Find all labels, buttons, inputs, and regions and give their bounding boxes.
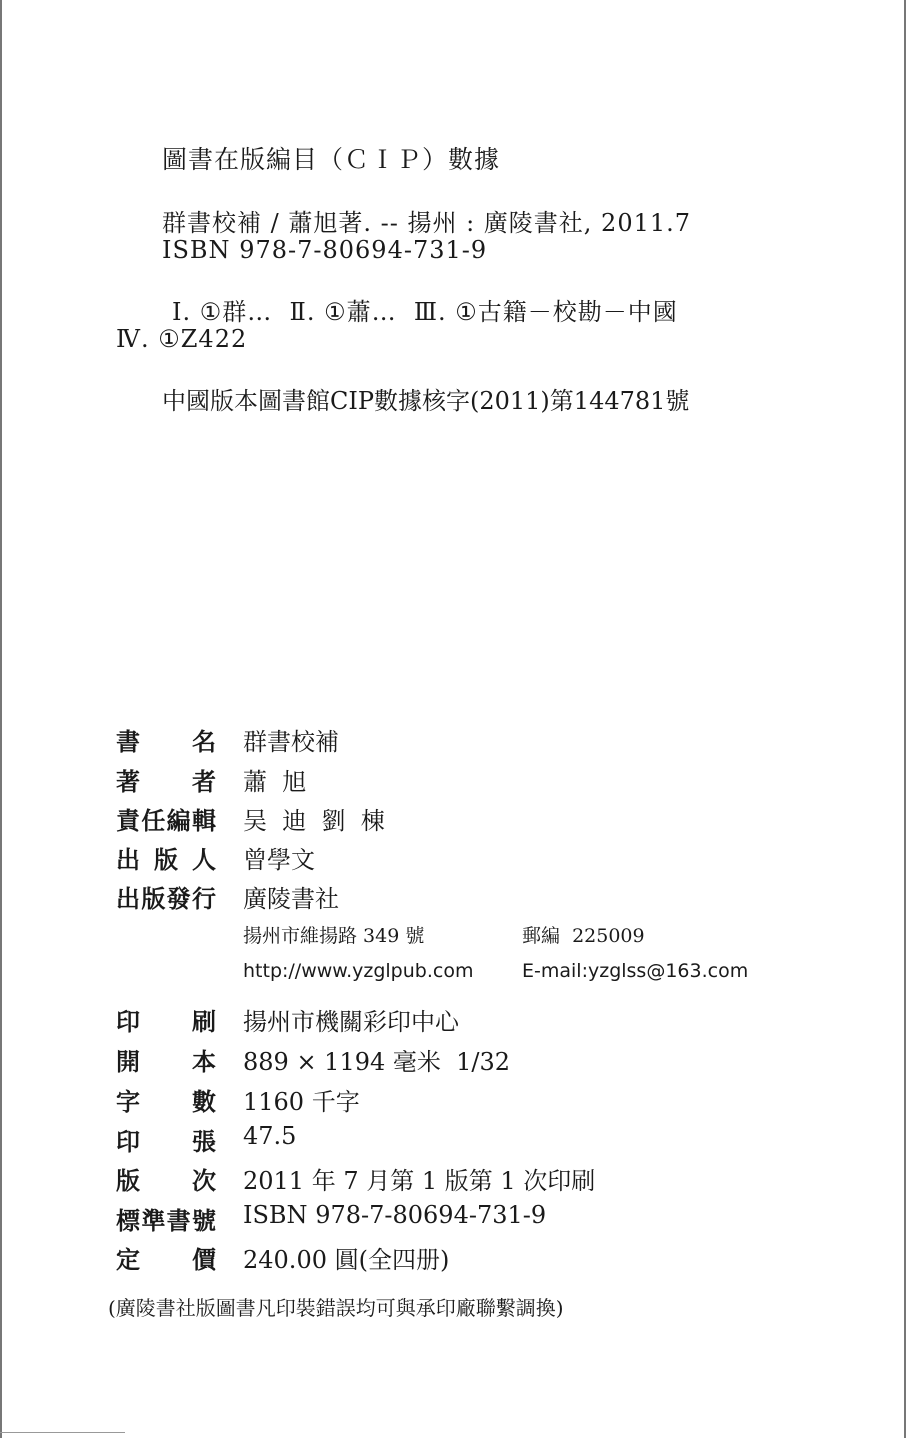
detail-value: 240.00 圓(全四册) bbox=[243, 1246, 450, 1274]
cip-title: 圖書在版編目（ＣＩＰ）數據 bbox=[162, 145, 501, 174]
publisher-website: http://www.yzglpub.com bbox=[243, 960, 474, 982]
detail-label: 印 刷 bbox=[116, 1008, 216, 1036]
detail-value: 1160 千字 bbox=[243, 1088, 360, 1116]
bottom-rule bbox=[0, 1432, 125, 1433]
detail-label: 著 者 bbox=[116, 768, 216, 796]
footnote: (廣陵書社版圖書凡印裝錯誤均可與承印廠聯繫調換) bbox=[108, 1296, 564, 1320]
cip-classification-2: Ⅳ. ①Z422 bbox=[116, 325, 248, 353]
detail-label: 責 任 編 輯 bbox=[116, 807, 216, 835]
detail-label: 出 版 人 bbox=[116, 846, 216, 874]
cip-main-entry: 群書校補 / 蕭旭著. -- 揚州 : 廣陵書社, 2011.7 bbox=[162, 209, 692, 237]
detail-label: 版 次 bbox=[116, 1167, 216, 1195]
cip-classification: Ⅰ. ①群… Ⅱ. ①蕭… Ⅲ. ①古籍－校勘－中國 bbox=[172, 298, 678, 326]
detail-value: 889 × 1194 毫米 1/32 bbox=[243, 1048, 511, 1076]
detail-label: 開 本 bbox=[116, 1048, 216, 1076]
detail-value: 群書校補 bbox=[243, 728, 339, 756]
publisher-email: E-mail:yzglss@163.com bbox=[522, 960, 749, 982]
detail-label: 定 價 bbox=[116, 1246, 216, 1274]
detail-label: 標 準 書 號 bbox=[116, 1207, 216, 1235]
detail-label: 書 名 bbox=[116, 728, 216, 756]
detail-value: 吴 迪 劉 棟 bbox=[243, 807, 385, 835]
detail-value: 曾學文 bbox=[243, 846, 315, 874]
detail-value: ISBN 978-7-80694-731-9 bbox=[243, 1201, 547, 1229]
detail-label: 字 數 bbox=[116, 1088, 216, 1116]
detail-value: 2011 年 7 月第 1 版第 1 次印刷 bbox=[243, 1167, 596, 1195]
detail-value: 廣陵書社 bbox=[243, 885, 339, 913]
publisher-postcode: 郵編 225009 bbox=[522, 925, 645, 947]
detail-value: 揚州市機關彩印中心 bbox=[243, 1008, 459, 1036]
cip-record-code: 中國版本圖書館CIP數據核字(2011)第144781號 bbox=[162, 387, 690, 415]
detail-label: 印 張 bbox=[116, 1128, 216, 1156]
detail-value: 蕭 旭 bbox=[243, 768, 307, 796]
detail-label: 出 版 發 行 bbox=[116, 885, 216, 913]
publisher-address: 揚州市維揚路 349 號 bbox=[243, 925, 425, 947]
cip-isbn: ISBN 978-7-80694-731-9 bbox=[162, 236, 488, 264]
detail-value: 47.5 bbox=[243, 1122, 297, 1150]
